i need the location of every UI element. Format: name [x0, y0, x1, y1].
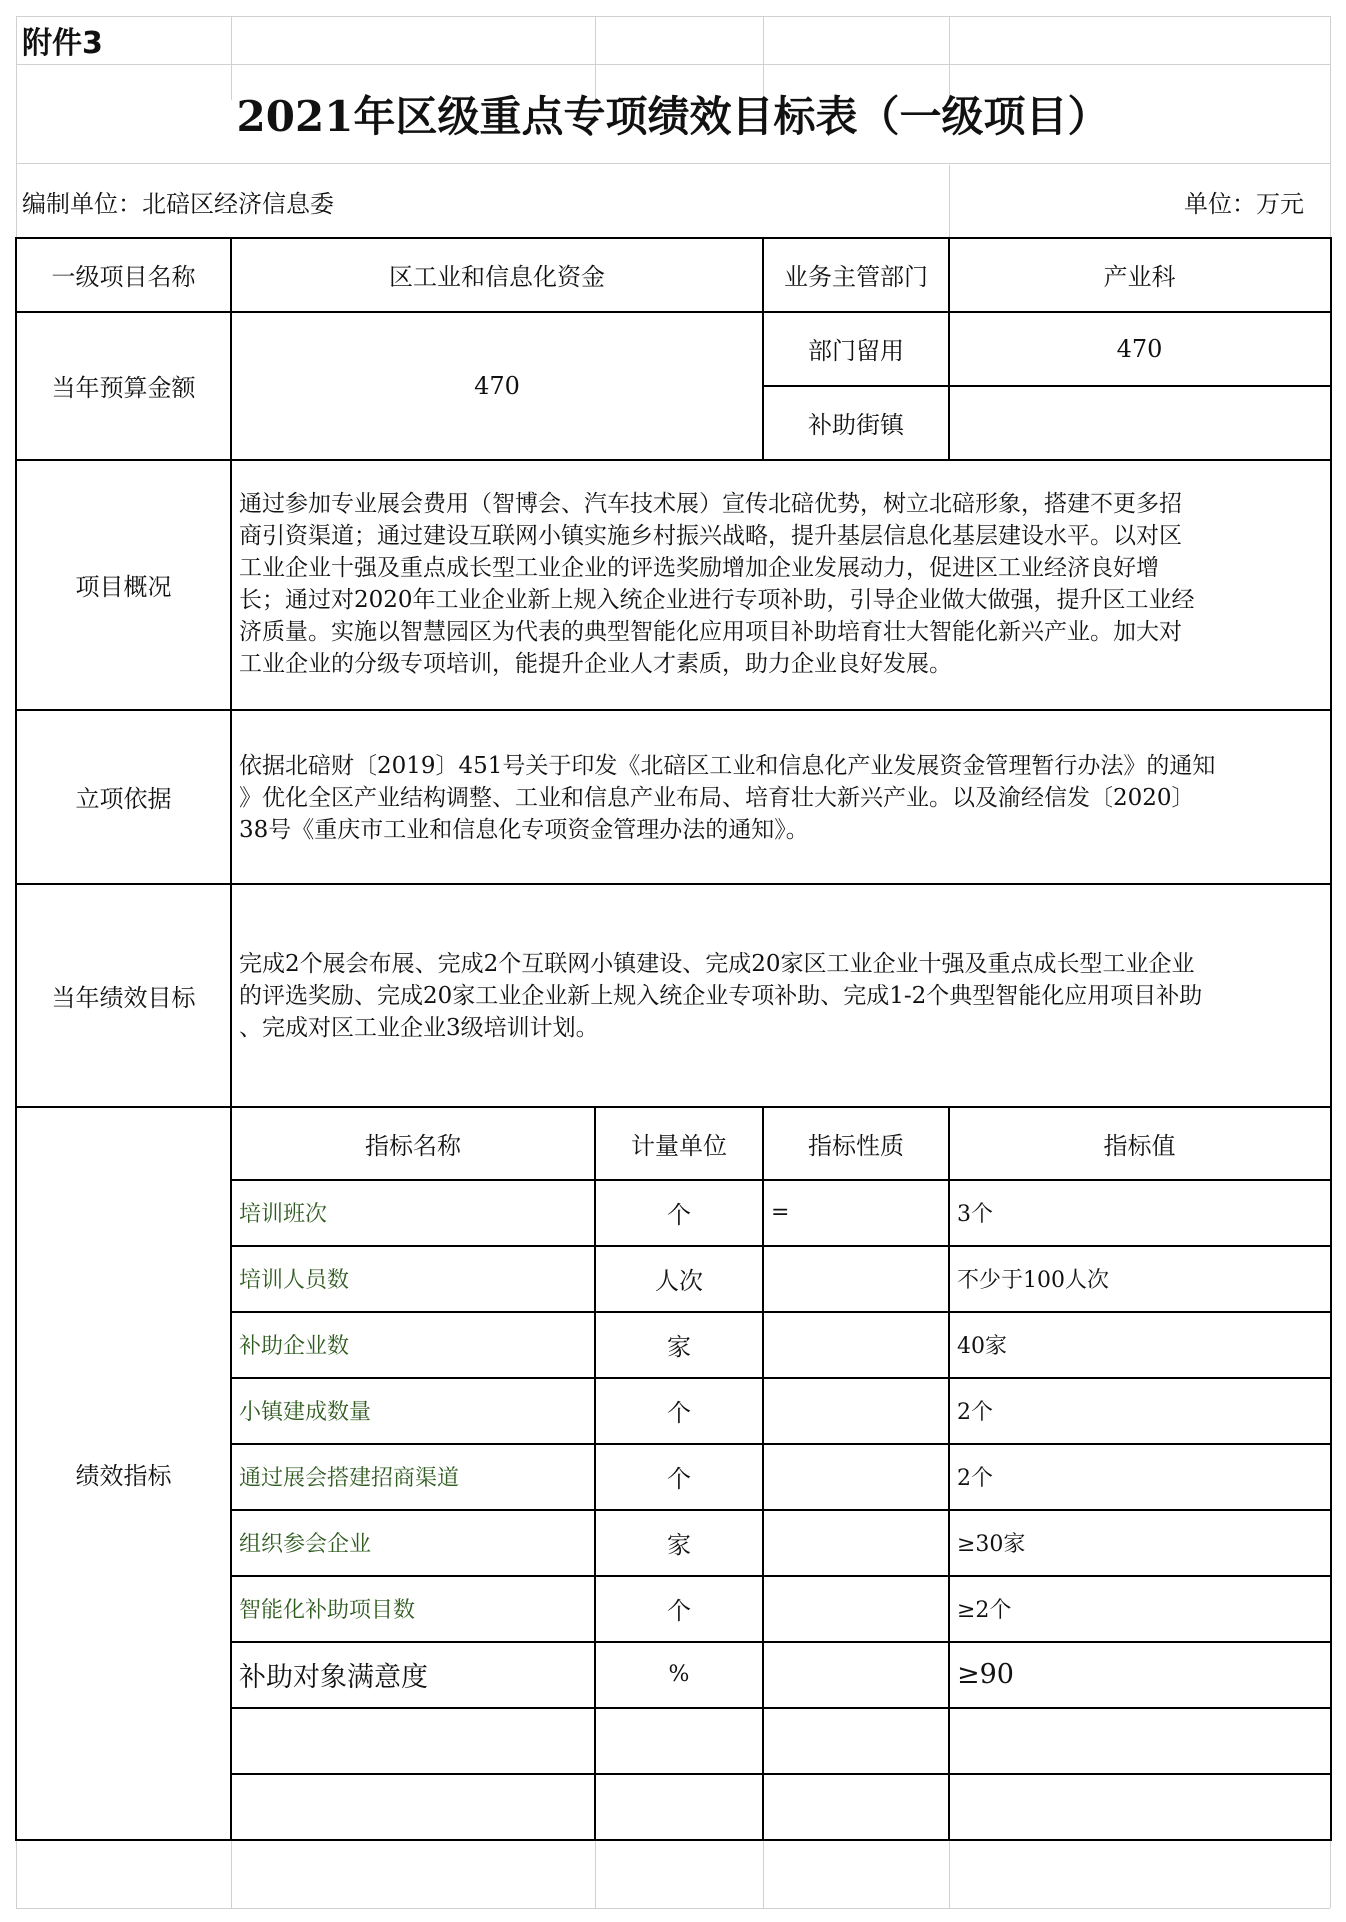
indicator-unit: 个	[667, 1201, 691, 1229]
indicator-unit: 家	[667, 1333, 691, 1361]
goal-text	[239, 948, 1329, 1044]
subsidy-label: 补助街镇	[808, 411, 904, 439]
goal-label: 当年绩效目标	[51, 983, 196, 1012]
overview-line: 工业企业的分级专项培训，能提升企业人才素质，助力企业良好发展。	[239, 651, 952, 677]
overview-line: 长；通过对2020年工业企业新上规入统企业进行专项补助，引导企业做大做强，提升区工业经	[239, 587, 1195, 613]
indicator-name: 补助对象满意度	[239, 1662, 428, 1693]
indicator-nature	[763, 1378, 949, 1443]
indicator-name: 通过展会搭建招商渠道	[239, 1466, 460, 1491]
budget-label: 当年预算金额	[51, 374, 196, 402]
overview-line: 工业企业十强及重点成长型工业企业的评选奖励增加企业发展动力，促进区工业经济良好增	[239, 555, 1159, 581]
retained-value: 470	[1116, 334, 1163, 363]
retained-label: 部门留用	[808, 337, 904, 365]
indicator-name: 小镇建成数量	[239, 1400, 372, 1425]
indicator-unit: 个	[667, 1597, 691, 1625]
indicator-unit: 个	[667, 1399, 691, 1427]
page-title: 2021年区级重点专项绩效目标表（一级项目）	[236, 91, 1110, 141]
basis-text	[239, 750, 1329, 846]
indicator-name: 培训人员数	[239, 1268, 350, 1293]
indicator-unit: %	[668, 1662, 690, 1687]
header-nature: 指标性质	[808, 1131, 904, 1160]
indicator-value: 3个	[957, 1202, 993, 1227]
basis-line: 38号《重庆市工业和信息化专项资金管理办法的通知》。	[239, 817, 809, 843]
indicator-value: ≥30家	[957, 1532, 1026, 1557]
indicators-label: 绩效指标	[75, 1462, 172, 1490]
goal-line: 完成2个展会布展、完成2个互联网小镇建设、完成20家区工业企业十强及重点成长型工业企业	[239, 951, 1195, 977]
indicator-name	[231, 1774, 595, 1839]
indicator-nature	[763, 1444, 949, 1509]
project-name-value: 区工业和信息化资金	[389, 263, 605, 291]
indicator-unit	[595, 1774, 763, 1839]
dept-label: 业务主管部门	[784, 263, 928, 291]
indicator-name: 组织参会企业	[239, 1532, 372, 1557]
indicator-value: ≥90	[957, 1659, 1014, 1690]
header-unit: 计量单位	[631, 1131, 727, 1160]
indicator-value: 不少于100人次	[957, 1268, 1109, 1293]
indicator-nature	[763, 1312, 949, 1377]
indicator-nature	[763, 1576, 949, 1641]
indicator-name: 智能化补助项目数	[239, 1598, 416, 1623]
compiling-unit: 编制单位：北碚区经济信息委	[22, 189, 334, 218]
indicator-unit	[595, 1708, 763, 1773]
indicator-name: 培训班次	[239, 1202, 328, 1227]
header-value: 指标值	[1103, 1131, 1176, 1160]
indicator-value	[949, 1708, 1330, 1773]
goal-line: 的评选奖励、完成20家工业企业新上规入统企业专项补助、完成1-2个典型智能化应用项目补助	[239, 983, 1203, 1009]
indicator-nature	[763, 1510, 949, 1575]
overview-label: 项目概况	[75, 573, 172, 601]
overview-line: 商引资渠道；通过建设互联网小镇实施乡村振兴战略，提升基层信息化基层建设水平。以对区	[239, 523, 1182, 549]
overview-line: 济质量。实施以智慧园区为代表的典型智能化应用项目补助培育壮大智能化新兴产业。加大对	[239, 619, 1182, 645]
indicator-nature	[763, 1708, 949, 1773]
indicator-value: 2个	[957, 1466, 993, 1491]
indicator-value: 2个	[957, 1400, 993, 1425]
basis-label: 立项依据	[75, 785, 172, 813]
project-name-label: 一级项目名称	[51, 263, 196, 291]
overview-line: 通过参加专业展会费用（智博会、汽车技术展）宣传北碚优势，树立北碚形象，搭建不更多招	[239, 491, 1182, 517]
indicator-nature	[763, 1642, 949, 1707]
basis-line: 》优化全区产业结构调整、工业和信息产业布局、培育壮大新兴产业。以及渝经信发〔2020〕	[239, 785, 1195, 811]
indicator-name	[231, 1708, 595, 1773]
dept-value: 产业科	[1103, 263, 1176, 291]
budget-value: 470	[474, 371, 520, 400]
subsidy-value	[949, 386, 1330, 459]
goal-line: 、完成对区工业企业3级培训计划。	[239, 1015, 599, 1041]
currency-unit: 单位：万元	[1184, 189, 1304, 218]
overview-text	[239, 488, 1329, 680]
indicator-unit: 人次	[655, 1267, 703, 1295]
header-indicator-name: 指标名称	[365, 1131, 461, 1160]
indicator-nature	[763, 1774, 949, 1839]
indicator-unit: 个	[667, 1465, 691, 1493]
indicator-value	[949, 1774, 1330, 1839]
indicator-value: ≥2个	[957, 1598, 1012, 1623]
indicator-unit: 家	[667, 1531, 691, 1559]
attachment-label: 附件3	[22, 26, 103, 61]
indicator-nature	[763, 1246, 949, 1311]
indicator-nature: =	[771, 1200, 790, 1225]
basis-line: 依据北碚财〔2019〕451号关于印发《北碚区工业和信息化产业发展资金管理暂行办法》的通知	[239, 753, 1216, 779]
indicator-name: 补助企业数	[239, 1334, 350, 1359]
indicator-value: 40家	[957, 1334, 1007, 1359]
